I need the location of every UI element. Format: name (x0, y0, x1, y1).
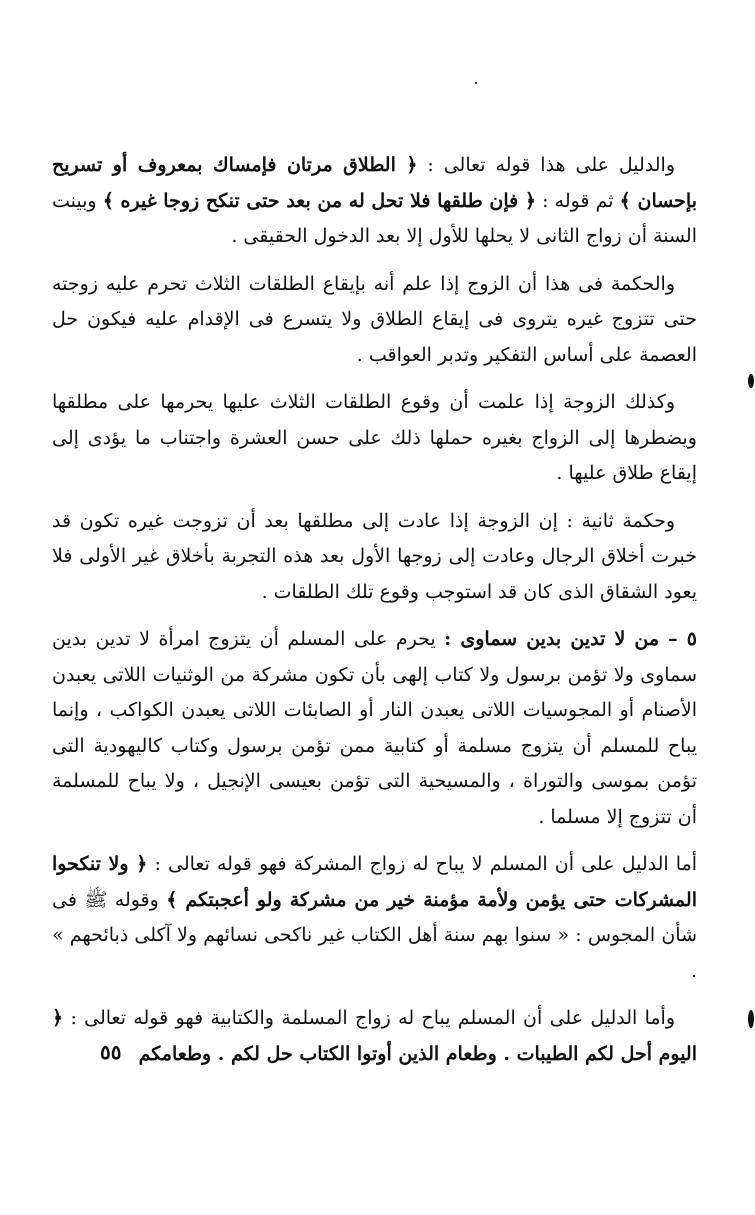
paragraph-5: ٥ – من لا تدين بدين سماوى : يحرم على المسلم أن يتزوج امرأة لا تدين بدين سماوى ولا تؤمن برسول ولا كتاب إلهى بأن تكون مشركة من الوثنيات اللاتى يعبدن الأصنام أو المجوسيات اللاتى يعبدن النار أو الصابئات اللاتى يعبدن الكواكب ، وإنما يباح للمسلم أن يتزوج مسلمة أو كتابية ممن تؤمن برسول وكتاب كاليهودية التى تؤمن بموسى والتوراة ، والمسيحية التى تؤمن بعيسى الإنجيل ، ولا يباح للمسلمة أن تتزوج إلا مسلما . (52, 628, 697, 828)
paragraph-3: وكذلك الزوجة إذا علمت أن وقوع الطلقات الثلاث عليها يحرمها على مطلقها ويضطرها إلى الزواج بغيره حملها ذلك على حسن العشرة واجتناب ما يؤدى إلى إيقاع طلاق عليها . (52, 391, 697, 484)
page-number: ٥٥ (100, 1040, 122, 1064)
paragraph-4: وحكمة ثانية : إن الزوجة إذا عادت إلى مطلقها بعد أن تزوجت غيره تكون قد خبرت أخلاق الرجال وعادت إلى زوجها الأول بعد هذه التجربة بأخلاق غير الأولى فلا يعود الشقاق الذى كان قد استوجب وقوع تلك الطلقات . (52, 509, 697, 603)
scan-mark (748, 1010, 754, 1028)
paragraph-7: وأما الدليل على أن المسلم يباح له زواج المسلمة والكتابية فهو قوله تعالى : ﴿ اليوم أحل لكم الطيبات . وطعام الذين أوتوا الكتاب حل لكم . وطعامكم (52, 1007, 697, 1065)
quran-quote: ﴿ اليوم أحل لكم الطيبات . وطعام الذين أوتوا الكتاب حل لكم . وطعامكم (52, 1007, 697, 1065)
paragraph-6: أما الدليل على أن المسلم لا يباح له زواج المشركة فهو قوله تعالى : ﴿ ولا تنكحوا المشركات حتى يؤمن ولأمة مؤمنة خير من مشركة ولو أعجبتكم ﴾ وقوله ﷺ فى شأن المجوس : « سنوا بهم سنة أهل الكتاب غير ناكحى نسائهم ولا آكلى ذبائحهم » . (52, 853, 698, 982)
paragraph-1: والدليل على هذا قوله تعالى : ﴿ الطلاق مرتان فإمساك بمعروف أو تسريح بإحسان ﴾ ثم قوله : ﴿ فإن طلقها فلا تحل له من بعد حتى تنكح زوجا غيره ﴾ وبينت السنة أن زواج الثانى لا يحلها للأول إلا بعد الدخول الحقيقى . (52, 154, 697, 247)
body-text (52, 148, 697, 1072)
paragraph-2: والحكمة فى هذا أن الزوج إذا علم أنه بإيقاع الطلقات الثلاث تحرم عليه زوجته حتى تتزوج غيره يتروى فى إيقاع الطلاق ولا يتسرع فى الإقدام عليه فيكون حل العصمة على أساس التفكير وتدبر العواقب . (52, 272, 697, 366)
section-heading: ٥ – من لا تدين بدين سماوى : (444, 628, 697, 650)
scan-mark (748, 374, 754, 388)
quran-quote: ﴿ الطلاق مرتان فإمساك بمعروف أو تسريح بإحسان ﴾ (52, 154, 697, 212)
scan-dot (475, 82, 477, 84)
quran-quote: ﴿ ولا تنكحوا المشركات حتى يؤمن ولأمة مؤمنة خير من مشركة ولو أعجبتكم ﴾ (52, 853, 697, 911)
quran-quote: ﴿ فإن طلقها فلا تحل له من بعد حتى تنكح زوجا غيره ﴾ (102, 189, 537, 212)
